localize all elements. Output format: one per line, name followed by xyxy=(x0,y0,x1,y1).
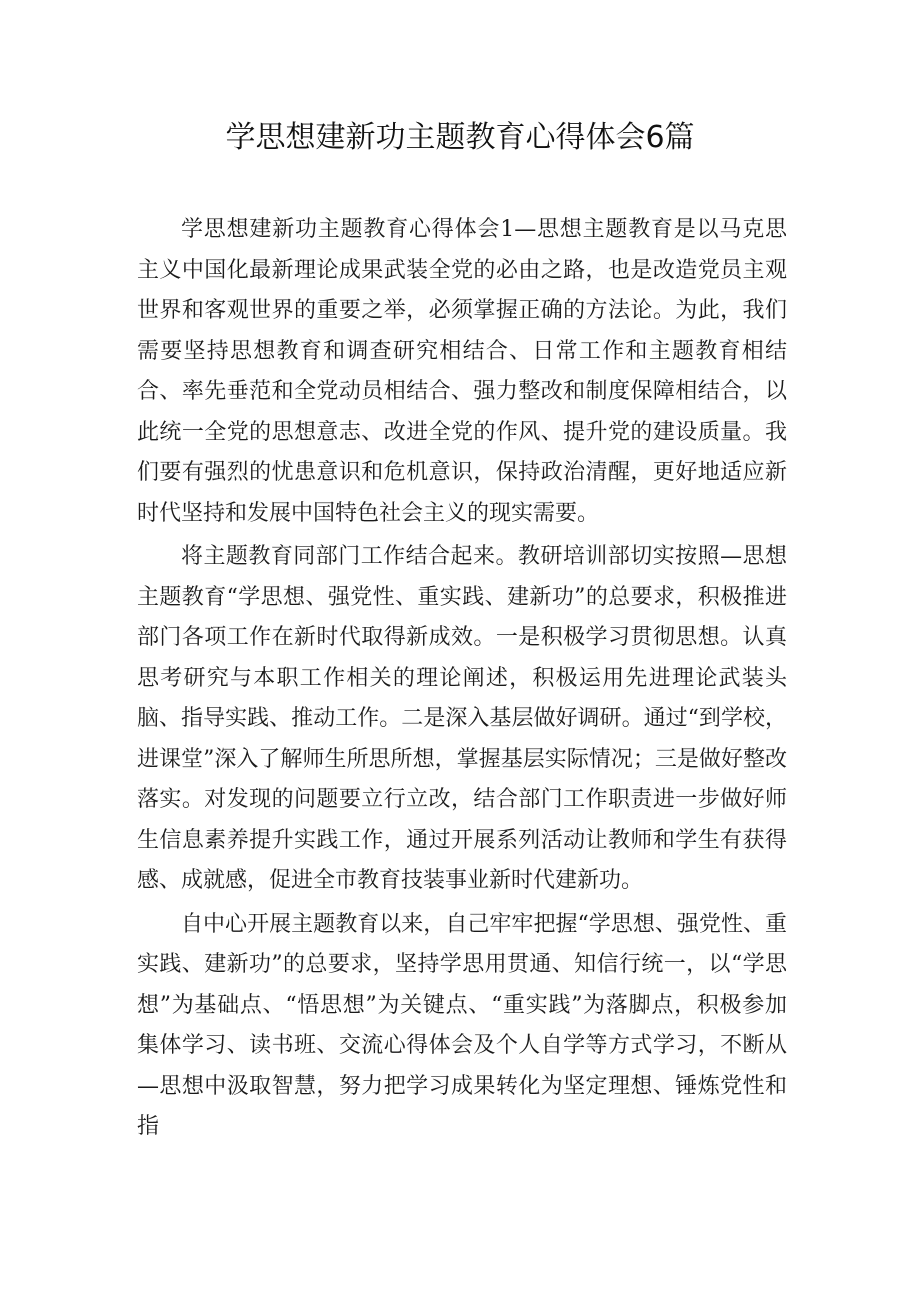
paragraph-2: 将主题教育同部门工作结合起来。教研培训部切实按照—思想主题教育“学思想、强党性、重实践、建新功”的总要求，积极推进部门各项工作在新时代取得新成效。一是积极学习贯彻思想。认真思考研究与本职工作相关的理论阐述，积极运用先进理论武装头脑、指导实践、推动工作。二是深入基层做好调研。通过“到学校，进课堂”深入了解师生所思所想，掌握基层实际情况；三是做好整改落实。对发现的问题要立行立改，结合部门工作职责进一步做好师生信息素养提升实践工作，通过开展系列活动让教师和学生有获得感、成就感，促进全市教育技装事业新时代建新功。 xyxy=(137,544,787,893)
document-body xyxy=(137,210,787,1148)
paragraph-3: 自中心开展主题教育以来，自己牢牢把握“学思想、强党性、重实践、建新功”的总要求，坚持学思用贯通、知信行统一，以“学思想”为基础点、“悟思想”为关键点、“重实践”为落脚点，积极参加集体学习、读书班、交流心得体会及个人自学等方式学习，不断从—思想中汲取智慧，努力把学习成果转化为坚定理想、锤炼党性和指 xyxy=(137,911,787,1139)
document-title: 学思想建新功主题教育心得体会6篇 xyxy=(225,120,695,155)
paragraph-1: 学思想建新功主题教育心得体会1—思想主题教育是以马克思主义中国化最新理论成果武装全党的必由之路，也是改造党员主观世界和客观世界的重要之举，必须掌握正确的方法论。为此，我们需要坚持思想教育和调查研究相结合、日常工作和主题教育相结合、率先垂范和全党动员相结合、强力整改和制度保障相结合，以此统一全党的思想意志、改进全党的作风、提升党的建设质量。我们要有强烈的忧患意识和危机意识，保持政治清醒，更好地适应新时代坚持和发展中国特色社会主义的现实需要。 xyxy=(137,217,787,526)
